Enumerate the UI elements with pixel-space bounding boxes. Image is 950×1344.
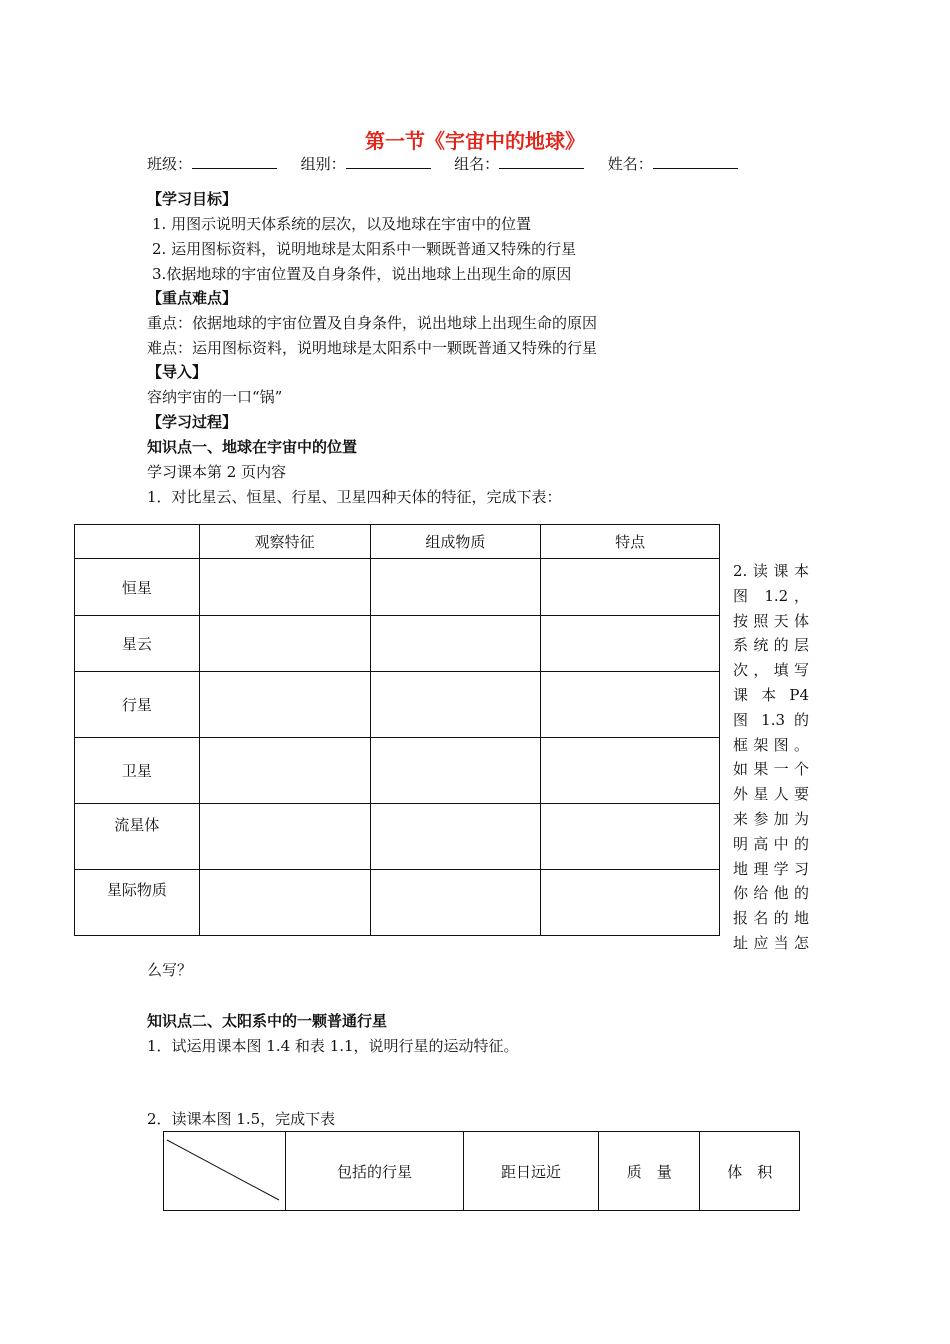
celestial-body-table (74, 524, 720, 936)
team-blank (499, 154, 584, 169)
name-blank (653, 154, 738, 169)
side-text-line: 你给他的 (733, 884, 809, 903)
table-cell[interactable] (541, 672, 720, 738)
table-header-cell: 质 量 (599, 1132, 700, 1211)
class-blank (192, 154, 277, 169)
table-cell[interactable] (541, 870, 720, 936)
page-title: 第一节《宇宙中的地球》 (365, 129, 585, 153)
side-text-line: 来参加为 (733, 809, 809, 828)
row-label: 恒星 (75, 559, 200, 616)
side-text-line: 次，填写 (733, 661, 809, 680)
table-header-cell: 距日远近 (463, 1132, 598, 1211)
table-header-row (164, 1132, 800, 1211)
intro-heading: 【导入】 (147, 363, 208, 381)
table-cell[interactable] (541, 616, 720, 672)
row-label: 星际物质 (75, 870, 200, 936)
table-cell[interactable] (199, 616, 370, 672)
table-header-cell: 组成物质 (370, 525, 541, 559)
key-heading: 【重点难点】 (147, 289, 238, 307)
side-text-line: 框架图。 (733, 735, 809, 754)
side-text-line: 图 1.2， (733, 586, 809, 605)
group-blank (346, 154, 431, 169)
side-text-line: 按照天体 (733, 611, 809, 630)
table-row (75, 559, 720, 616)
table-header-cell: 观察特征 (199, 525, 370, 559)
name-label: 姓名： (607, 155, 653, 173)
table-cell[interactable] (541, 738, 720, 804)
group-label: 组别： (300, 155, 346, 173)
side-text-line: 明高中的 (733, 834, 809, 853)
table-cell[interactable] (370, 559, 541, 616)
table-cell[interactable] (541, 804, 720, 870)
table-cell[interactable] (199, 672, 370, 738)
table-row (75, 616, 720, 672)
row-label: 行星 (75, 672, 200, 738)
table-cell[interactable] (370, 804, 541, 870)
table-cell[interactable] (199, 870, 370, 936)
row-label: 流星体 (75, 804, 200, 870)
side-text-line: 课 本 P4 (733, 685, 809, 704)
side-text-line: 2.读课本 (733, 562, 809, 580)
row-label: 卫星 (75, 738, 200, 804)
side-text-line: 报名的地 (733, 909, 809, 928)
goal-item: 1. 用图示说明天体系统的层次，以及地球在宇宙中的位置 (152, 215, 532, 233)
focus-text: 重点：依据地球的宇宙位置及自身条件，说出地球上出现生命的原因 (147, 314, 598, 332)
table-header-cell: 特点 (541, 525, 720, 559)
table-cell[interactable] (370, 616, 541, 672)
side-text-line: 地理学习 (733, 859, 809, 878)
goals-heading: 【学习目标】 (147, 190, 238, 208)
row-label: 星云 (75, 616, 200, 672)
goal-item: 3.依据地球的宇宙位置及自身条件，说出地球上出现生命的原因 (152, 265, 572, 283)
kp1-question-1: 1．对比星云、恒星、行星、卫星四种天体的特征，完成下表： (147, 488, 562, 506)
side-text-line: 外星人要 (733, 785, 809, 804)
table-cell[interactable] (199, 559, 370, 616)
table-row (75, 870, 720, 936)
kp1-question-2-column (733, 559, 809, 956)
table-header-cell: 体 积 (700, 1132, 800, 1211)
difficulty-text: 难点：运用图标资料，说明地球是太阳系中一颗既普通又特殊的行星 (147, 339, 598, 357)
table-cell[interactable] (541, 559, 720, 616)
knowledge-point-2-title: 知识点二、太阳系中的一颗普通行星 (147, 1012, 388, 1030)
table-row (75, 804, 720, 870)
table-header-cell: 包括的行星 (286, 1132, 464, 1211)
side-text-line: 址应当怎 (733, 933, 809, 952)
knowledge-point-1-title: 知识点一、地球在宇宙中的位置 (147, 438, 358, 456)
side-text-line: 如果一个 (733, 760, 809, 779)
process-heading: 【学习过程】 (147, 413, 238, 431)
intro-text: 容纳宇宙的一口“锅” (147, 388, 283, 406)
kp2-question-1: 1．试运用课本图 1.4 和表 1.1，说明行星的运动特征。 (147, 1037, 519, 1055)
kp1-reading-note: 学习课本第 2 页内容 (147, 463, 287, 481)
class-label: 班级： (147, 155, 193, 173)
side-text-line: 系统的层 (733, 636, 809, 655)
table-header-row (75, 525, 720, 559)
planet-classification-table (163, 1131, 800, 1211)
kp2-question-2: 2．读课本图 1.5，完成下表 (147, 1110, 336, 1128)
goal-item: 2. 运用图标资料，说明地球是太阳系中一颗既普通又特殊的行星 (152, 240, 577, 258)
table-row (75, 738, 720, 804)
table-cell[interactable] (370, 672, 541, 738)
table-cell[interactable] (370, 738, 541, 804)
table-header-cell (75, 525, 200, 559)
table-cell[interactable] (199, 738, 370, 804)
table-cell[interactable] (370, 870, 541, 936)
table-row (75, 672, 720, 738)
diagonal-header-cell (164, 1132, 286, 1211)
student-info-line (147, 153, 738, 174)
diagonal-line (164, 1132, 286, 1211)
team-label: 组名： (454, 155, 500, 173)
side-text-line: 图 1.3 的 (733, 710, 809, 729)
kp1-question-2-tail: 么写？ (147, 961, 193, 979)
table-cell[interactable] (199, 804, 370, 870)
